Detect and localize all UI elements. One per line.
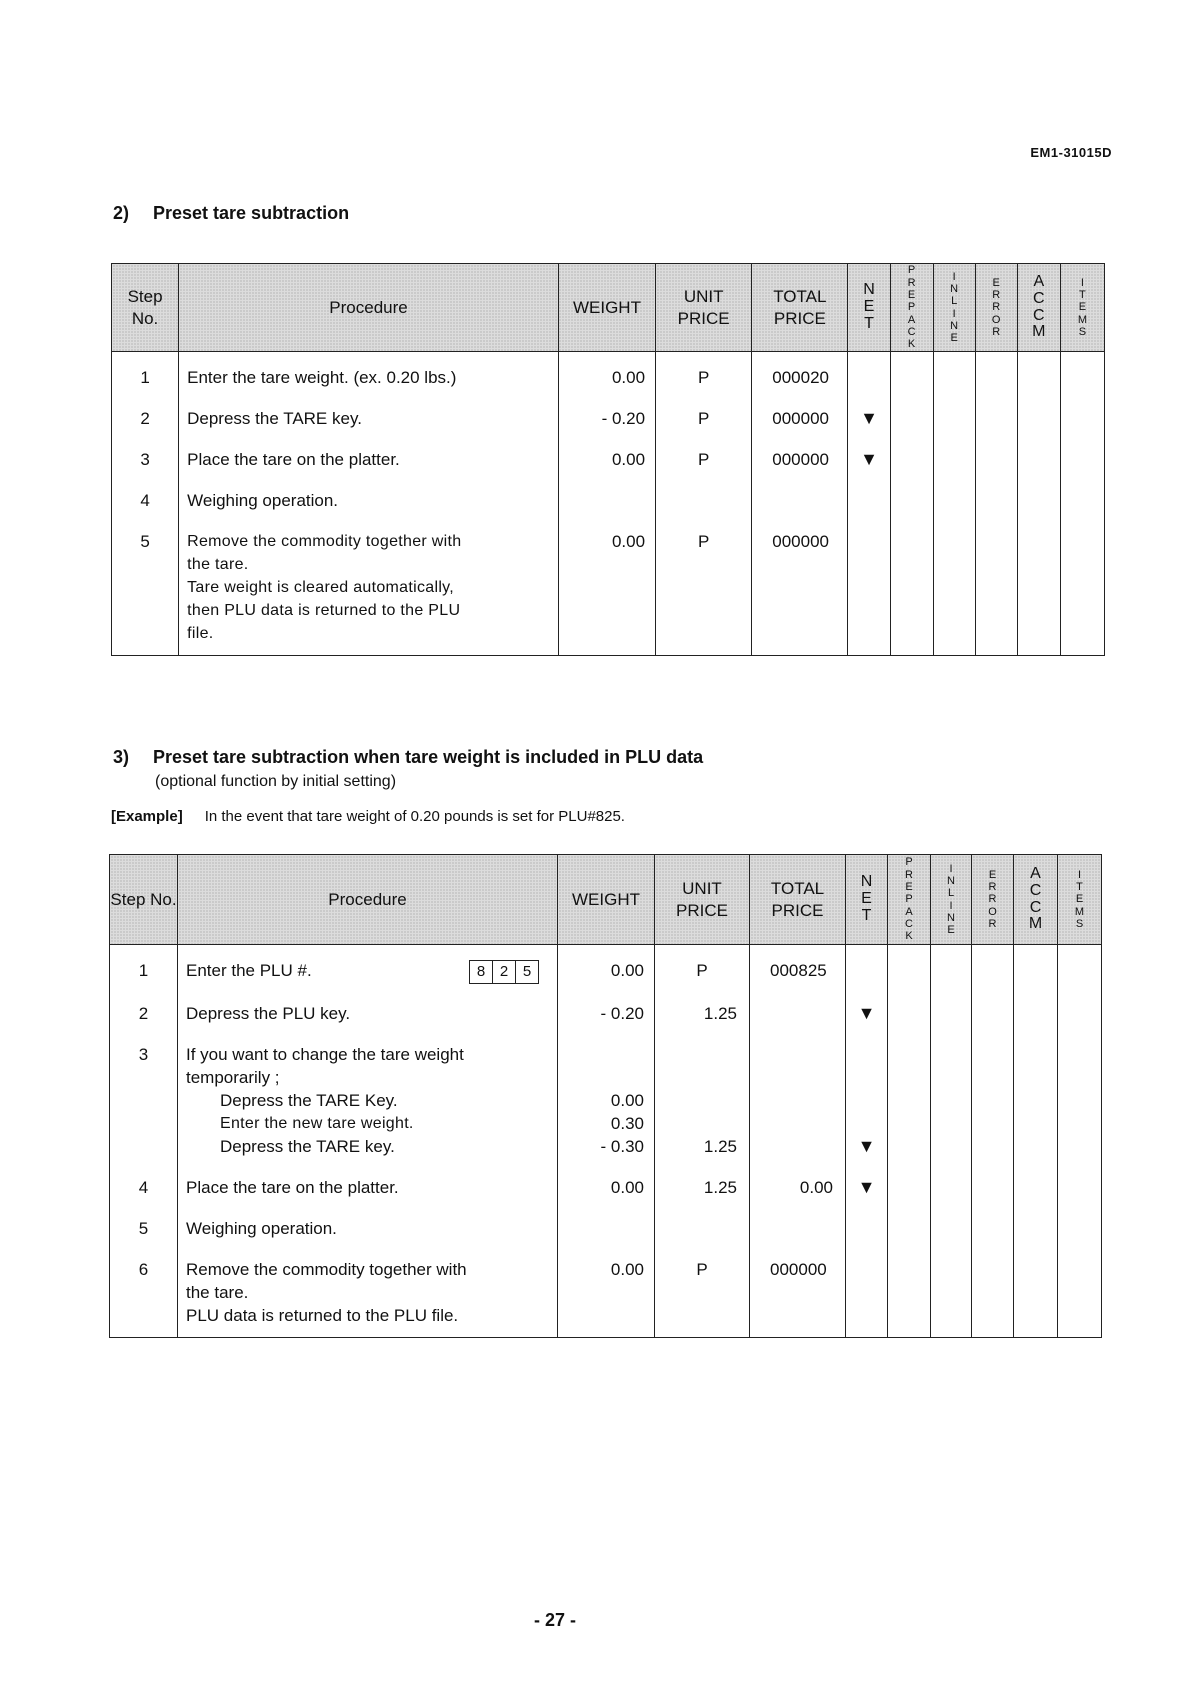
procedure-line: then PLU data is returned to the PLU xyxy=(187,602,461,619)
procedure-cell xyxy=(178,1205,558,1246)
header-letter: E xyxy=(907,289,916,302)
header-letter: C xyxy=(1033,306,1045,324)
table-row xyxy=(110,1031,1102,1164)
header-letter: A xyxy=(907,313,916,326)
procedure-line: temporarily ; xyxy=(186,1068,280,1087)
header-letter: E xyxy=(863,298,875,316)
step-number: 5 xyxy=(110,1205,178,1246)
items-cell xyxy=(1058,1031,1102,1164)
header-letter: N xyxy=(947,874,955,887)
procedure-line: Remove the commodity together with xyxy=(187,533,462,550)
header-letter: R xyxy=(907,276,916,289)
header-procedure: Procedure xyxy=(178,855,558,945)
total-price-cell: 000020 xyxy=(752,352,848,396)
header-letter: C xyxy=(1029,881,1042,899)
header-total-price: TOTAL PRICE xyxy=(752,264,848,352)
inline-cell xyxy=(931,1031,972,1164)
items-cell xyxy=(1060,477,1104,518)
spacer xyxy=(558,1066,644,1089)
accm-cell xyxy=(1017,395,1060,436)
header-prepack xyxy=(888,855,931,945)
header-letter: M xyxy=(1032,323,1046,341)
accm-cell xyxy=(1017,477,1060,518)
procedure-line: Enter the tare weight. (ex. 0.20 lbs.) xyxy=(187,368,457,387)
inline-cell xyxy=(933,395,975,436)
weight-cell xyxy=(558,1205,655,1246)
header-letter: M xyxy=(1077,313,1087,326)
net-indicator-icon: ▼ xyxy=(846,1164,888,1205)
header-letter: N xyxy=(950,319,959,332)
spacer xyxy=(655,1043,737,1066)
table-row xyxy=(112,477,1105,518)
items-cell xyxy=(1058,1164,1102,1205)
inline-cell xyxy=(931,1205,972,1246)
plu-key-digit: 2 xyxy=(492,961,515,983)
net-indicator-icon xyxy=(846,945,888,991)
error-cell xyxy=(972,990,1014,1031)
header-letter: R xyxy=(992,325,1001,338)
procedure-text: Depress the PLU key. xyxy=(186,1004,351,1023)
procedure-cell xyxy=(178,1246,558,1338)
header-letter: O xyxy=(991,313,1001,326)
procedure-line: Weighing operation. xyxy=(187,491,339,510)
items-cell xyxy=(1058,990,1102,1031)
header-prepack xyxy=(890,264,933,352)
net-indicator-icon xyxy=(848,352,890,396)
header-letter: E xyxy=(861,890,872,908)
total-price-cell xyxy=(750,1205,846,1246)
header-letter: T xyxy=(1076,881,1083,894)
procedure-cell xyxy=(178,1031,558,1164)
error-cell xyxy=(975,518,1017,656)
total-price-cell: 0.00 xyxy=(750,1164,846,1205)
header-letter: N xyxy=(860,873,873,891)
weight-cell: 0.00 xyxy=(558,436,655,477)
header-letter: E xyxy=(992,276,1000,289)
inline-cell xyxy=(931,1164,972,1205)
weight-cell: 0.00 xyxy=(558,352,655,396)
net-indicator-icon xyxy=(846,1246,888,1338)
spacer xyxy=(846,1066,887,1089)
header-letter: I xyxy=(1080,276,1084,289)
net-indicator-icon xyxy=(846,1031,888,1164)
header-weight: WEIGHT xyxy=(558,264,655,352)
total-price-cell xyxy=(750,990,846,1031)
header-letter: A xyxy=(1030,864,1041,882)
step-number: 2 xyxy=(110,990,178,1031)
inline-cell xyxy=(931,945,972,991)
error-cell xyxy=(975,436,1017,477)
prepack-cell xyxy=(888,990,931,1031)
net-indicator-icon: ▼ xyxy=(848,395,890,436)
header-letter: E xyxy=(988,868,997,881)
preset-tare-table xyxy=(111,263,1105,656)
inline-cell xyxy=(931,990,972,1031)
header-letter: R xyxy=(992,289,1001,302)
header-letter: N xyxy=(950,282,959,295)
header-unit-price: UNIT PRICE xyxy=(656,264,752,352)
prepack-cell xyxy=(888,1246,931,1338)
header-letter: E xyxy=(1078,301,1087,314)
header-net xyxy=(848,264,890,352)
net-indicator-icon xyxy=(846,1205,888,1246)
prepack-cell xyxy=(890,352,933,396)
header-letter: S xyxy=(1075,917,1084,930)
accm-cell xyxy=(1014,1246,1058,1338)
accm-cell xyxy=(1014,945,1058,991)
section-3-subtitle: (optional function by initial setting) xyxy=(155,773,397,790)
accm-cell xyxy=(1014,1164,1058,1205)
error-cell xyxy=(975,395,1017,436)
weight-cell xyxy=(558,1031,655,1164)
procedure-cell xyxy=(179,395,559,436)
section-3-heading: Preset tare subtraction when tare weight is included in PLU data xyxy=(153,747,704,767)
unit-price-cell: P xyxy=(655,945,750,991)
step-number: 5 xyxy=(112,518,179,656)
header-letter: R xyxy=(988,893,997,906)
header-letter: R xyxy=(992,301,1001,314)
header-letter: T xyxy=(861,906,872,924)
header-letter: E xyxy=(950,332,958,345)
weight-cell: 0.00 xyxy=(558,1164,655,1205)
procedure-line: If you want to change the tare weight xyxy=(186,1045,464,1064)
header-letter: N xyxy=(947,911,955,924)
header-letter: I xyxy=(952,270,956,283)
inline-cell xyxy=(933,518,975,656)
procedure-cell xyxy=(179,518,559,656)
weight-cell: - 0.20 xyxy=(558,395,655,436)
header-letter: L xyxy=(947,887,955,900)
weight-value: 0.30 xyxy=(610,1114,644,1133)
inline-cell xyxy=(933,477,975,518)
header-letter: R xyxy=(988,881,997,894)
table-row xyxy=(110,1205,1102,1246)
header-letter: A xyxy=(905,905,913,918)
section-3-title xyxy=(113,747,703,768)
procedure-cell xyxy=(179,477,559,518)
table-row xyxy=(110,990,1102,1031)
total-price-cell: 000000 xyxy=(752,395,848,436)
step-number: 4 xyxy=(110,1164,178,1205)
prepack-cell xyxy=(890,518,933,656)
procedure-text: Weighing operation. xyxy=(186,1219,337,1238)
prepack-cell xyxy=(888,1031,931,1164)
header-letter: L xyxy=(951,295,958,308)
header-letter: N xyxy=(863,281,875,299)
inline-cell xyxy=(933,352,975,396)
header-letter: O xyxy=(988,905,997,918)
prepack-cell xyxy=(888,945,931,991)
weight-cell: - 0.20 xyxy=(558,990,655,1031)
prepack-cell xyxy=(888,1205,931,1246)
procedure-line: PLU data is returned to the PLU file. xyxy=(186,1306,459,1325)
total-price-cell xyxy=(752,477,848,518)
header-net xyxy=(846,855,888,945)
procedure-text: Enter the PLU #. xyxy=(186,961,312,980)
error-cell xyxy=(975,352,1017,396)
table-row xyxy=(110,1246,1102,1338)
header-total-price: TOTAL PRICE xyxy=(750,855,846,945)
procedure-line: Depress the TARE key. xyxy=(187,409,362,428)
table-row xyxy=(112,352,1105,396)
procedure-line: the tare. xyxy=(186,1283,249,1302)
procedure-line: Place the tare on the platter. xyxy=(187,450,400,469)
weight-value: 0.00 xyxy=(610,1091,644,1110)
unit-price-cell: P xyxy=(656,436,752,477)
unit-price-cell xyxy=(656,477,752,518)
table-row xyxy=(110,1164,1102,1205)
header-letter: C xyxy=(905,917,913,930)
unit-price-cell: P xyxy=(656,352,752,396)
error-cell xyxy=(972,1031,1014,1164)
header-items xyxy=(1060,264,1104,352)
header-inline xyxy=(933,264,975,352)
accm-cell xyxy=(1014,1205,1058,1246)
step-number: 1 xyxy=(110,945,178,991)
net-indicator-icon xyxy=(848,477,890,518)
header-step: Step No. xyxy=(112,264,179,352)
table-row xyxy=(112,518,1105,656)
header-letter: P xyxy=(907,264,916,277)
items-cell xyxy=(1060,436,1104,477)
section-2-number: 2) xyxy=(113,203,130,223)
weight-cell: 0.00 xyxy=(558,1246,655,1338)
spacer xyxy=(846,1112,887,1135)
spacer xyxy=(655,1089,737,1112)
header-letter: M xyxy=(1028,915,1043,933)
accm-cell xyxy=(1017,518,1060,656)
spacer xyxy=(846,1089,887,1112)
spacer xyxy=(655,1112,737,1135)
header-letter: P xyxy=(905,893,913,906)
prepack-cell xyxy=(890,395,933,436)
net-indicator-icon xyxy=(848,518,890,656)
inline-cell xyxy=(933,436,975,477)
accm-cell xyxy=(1017,436,1060,477)
weight-cell: 0.00 xyxy=(558,518,655,656)
header-letter: T xyxy=(864,314,874,332)
header-letter: E xyxy=(1075,893,1084,906)
section-2-title xyxy=(113,203,349,224)
step-number: 4 xyxy=(112,477,179,518)
section-2-heading: Preset tare subtraction xyxy=(153,203,350,223)
header-unit-price: UNIT PRICE xyxy=(655,855,750,945)
header-letter: E xyxy=(905,881,913,894)
header-letter: I xyxy=(952,307,956,320)
error-cell xyxy=(972,945,1014,991)
header-weight: WEIGHT xyxy=(558,855,655,945)
header-letter: K xyxy=(905,930,913,943)
document-code: EM1-31015D xyxy=(1030,145,1112,160)
items-cell xyxy=(1060,395,1104,436)
step-number: 1 xyxy=(112,352,179,396)
procedure-text: Place the tare on the platter. xyxy=(186,1178,399,1197)
procedure-subline: Depress the TARE Key. xyxy=(220,1091,398,1110)
header-letter: I xyxy=(1077,868,1082,881)
total-price-cell: 000825 xyxy=(750,945,846,991)
unit-price-cell: 1.25 xyxy=(655,1164,750,1205)
header-letter: P xyxy=(905,856,913,869)
page-number: - 27 - xyxy=(533,1610,576,1630)
weight-cell: 0.00 xyxy=(558,945,655,991)
weight-value: - 0.30 xyxy=(600,1137,644,1156)
header-letter: I xyxy=(949,899,953,912)
header-letter: I xyxy=(949,862,953,875)
total-price-cell: 000000 xyxy=(752,518,848,656)
step-number: 3 xyxy=(112,436,179,477)
prepack-cell xyxy=(890,436,933,477)
procedure-cell xyxy=(178,1164,558,1205)
error-cell xyxy=(972,1246,1014,1338)
procedure-cell xyxy=(178,945,558,991)
procedure-line: Remove the commodity together with xyxy=(186,1260,467,1279)
procedure-cell xyxy=(178,990,558,1031)
spacer xyxy=(655,1066,737,1089)
table-row xyxy=(112,436,1105,477)
total-price-cell: 000000 xyxy=(750,1246,846,1338)
prepack-cell xyxy=(888,1164,931,1205)
header-letter: S xyxy=(1078,325,1087,338)
unit-price-cell: P xyxy=(656,395,752,436)
total-price-cell xyxy=(750,1031,846,1164)
procedure-cell xyxy=(179,436,559,477)
header-letter: C xyxy=(1029,898,1042,916)
header-letter: A xyxy=(1033,272,1045,290)
procedure-subline: Enter the new tare weight. xyxy=(220,1115,414,1132)
items-cell xyxy=(1058,1205,1102,1246)
header-letter: K xyxy=(907,338,916,351)
example-label: [Example] xyxy=(111,808,183,825)
step-number: 3 xyxy=(110,1031,178,1164)
header-error xyxy=(975,264,1017,352)
net-indicator-icon: ▼ xyxy=(848,436,890,477)
net-arrow-icon: ▼ xyxy=(857,1136,876,1156)
spacer xyxy=(846,1043,887,1066)
header-letter: R xyxy=(905,868,913,881)
header-accm xyxy=(1017,264,1060,352)
header-letter: C xyxy=(1033,289,1045,307)
error-cell xyxy=(972,1164,1014,1205)
prepack-cell xyxy=(890,477,933,518)
unit-price-cell: P xyxy=(655,1246,750,1338)
header-letter: M xyxy=(1074,905,1085,918)
plu-key-digit: 5 xyxy=(515,961,538,983)
accm-cell xyxy=(1017,352,1060,396)
items-cell xyxy=(1060,518,1104,656)
unit-price-value: 1.25 xyxy=(703,1137,737,1156)
table-row xyxy=(110,945,1102,991)
items-cell xyxy=(1060,352,1104,396)
items-cell xyxy=(1058,1246,1102,1338)
unit-price-cell xyxy=(655,1205,750,1246)
header-step: Step No. xyxy=(110,855,178,945)
procedure-subline: Depress the TARE key. xyxy=(220,1137,395,1156)
header-error xyxy=(972,855,1014,945)
example-note xyxy=(111,808,625,825)
net-indicator-icon: ▼ xyxy=(846,990,888,1031)
header-items xyxy=(1058,855,1102,945)
unit-price-cell: 1.25 xyxy=(655,990,750,1031)
error-cell xyxy=(975,477,1017,518)
procedure-cell xyxy=(179,352,559,396)
header-letter: R xyxy=(988,917,997,930)
step-number: 2 xyxy=(112,395,179,436)
weight-cell xyxy=(558,477,655,518)
unit-price-cell: P xyxy=(656,518,752,656)
header-letter: C xyxy=(907,325,916,338)
header-letter: E xyxy=(947,924,955,937)
spacer xyxy=(558,1043,644,1066)
plu-key-digit: 8 xyxy=(476,963,486,980)
accm-cell xyxy=(1014,1031,1058,1164)
unit-price-cell xyxy=(655,1031,750,1164)
table-row xyxy=(112,395,1105,436)
header-inline xyxy=(931,855,972,945)
error-cell xyxy=(972,1205,1014,1246)
header-accm xyxy=(1014,855,1058,945)
header-procedure: Procedure xyxy=(179,264,559,352)
procedure-line: the tare. xyxy=(187,556,249,573)
procedure-line: file. xyxy=(187,625,214,642)
accm-cell xyxy=(1014,990,1058,1031)
items-cell xyxy=(1058,945,1102,991)
header-letter: P xyxy=(907,301,916,314)
procedure-line: Tare weight is cleared automatically, xyxy=(187,579,455,596)
example-text: In the event that tare weight of 0.20 pounds is set for PLU#825. xyxy=(204,808,625,825)
step-number: 6 xyxy=(110,1246,178,1338)
total-price-cell: 000000 xyxy=(752,436,848,477)
plu-key-entry xyxy=(469,960,539,984)
inline-cell xyxy=(931,1246,972,1338)
section-3-number: 3) xyxy=(113,747,130,767)
preset-tare-plu-table xyxy=(109,854,1102,1338)
header-letter: T xyxy=(1079,289,1086,302)
